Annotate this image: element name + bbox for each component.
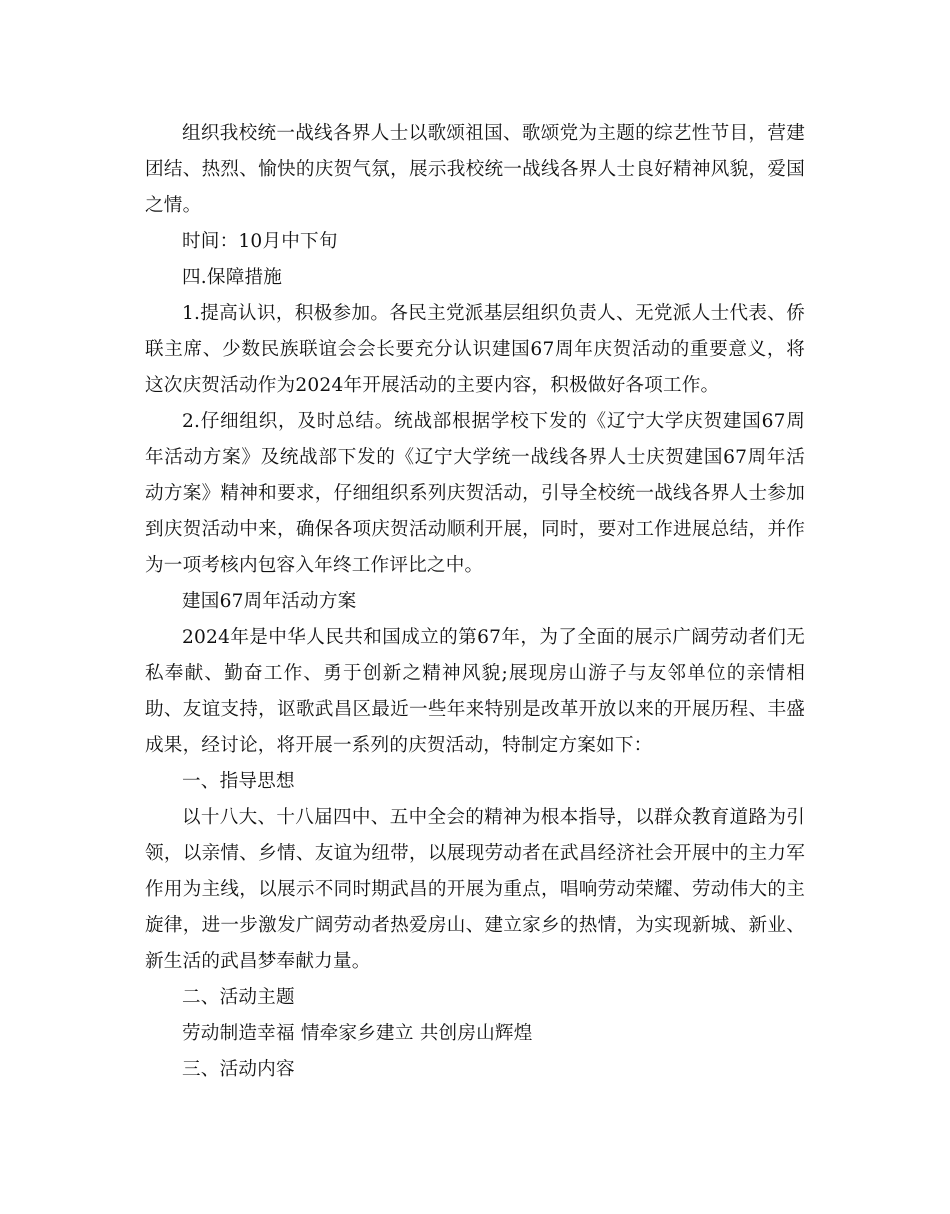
section-heading-guarantee: 四.保障措施 xyxy=(182,267,283,288)
section-heading-content: 三、活动内容 xyxy=(182,1059,295,1080)
paragraph-plan-intro: 2024年是中华人民共和国成立的第67年，为了全面的展示广阔劳动者们无私奉献、勤奋工作、勇于创新之精神风貌;展现房山游子与友邻单位的亲情相助、友谊支持，讴歌武昌区最近一些年来特别是改革开放以来的开展历程、丰盛成果，经讨论，将开展一系列的庆贺活动，特制定方案如下： xyxy=(145,627,805,756)
paragraph-intro: 组织我校统一战线各界人士以歌颂祖国、歌颂党为主题的综艺性节目，营建团结、热烈、愉快的庆贺气氛，展示我校统一战线各界人士良好精神风貌，爱国之情。 xyxy=(145,123,805,216)
paragraph-time: 时间：10月中下旬 xyxy=(182,231,338,252)
document-body xyxy=(145,116,805,1088)
document-subtitle: 建国67周年活动方案 xyxy=(182,591,357,612)
paragraph-measure-1: 1.提高认识，积极参加。各民主党派基层组织负责人、无党派人士代表、侨联主席、少数民族联谊会会长要充分认识建国67周年庆贺活动的重要意义，将这次庆贺活动作为2024年开展活动的主要内容，积极做好各项工作。 xyxy=(145,303,805,396)
section-heading-theme: 二、活动主题 xyxy=(182,987,295,1008)
paragraph-measure-2: 2.仔细组织，及时总结。统战部根据学校下发的《辽宁大学庆贺建国67周年活动方案》及统战部下发的《辽宁大学统一战线各界人士庆贺建国67周年活动方案》精神和要求，仔细组织系列庆贺活动，引导全校统一战线各界人士参加到庆贺活动中来，确保各项庆贺活动顺利开展，同时，要对工作进展总结，并作为一项考核内包容入年终工作评比之中。 xyxy=(145,411,805,576)
paragraph-theme: 劳动制造幸福 情牵家乡建立 共创房山辉煌 xyxy=(182,1023,533,1044)
paragraph-guiding-thought: 以十八大、十八届四中、五中全会的精神为根本指导，以群众教育道路为引领，以亲情、乡情、友谊为纽带，以展现劳动者在武昌经济社会开展中的主力军作用为主线，以展示不同时期武昌的开展为重点，唱响劳动荣耀、劳动伟大的主旋律，进一步激发广阔劳动者热爱房山、建立家乡的热情，为实现新城、新业、新生活的武昌梦奉献力量。 xyxy=(145,807,805,972)
section-heading-guiding-thought: 一、指导思想 xyxy=(182,771,295,792)
